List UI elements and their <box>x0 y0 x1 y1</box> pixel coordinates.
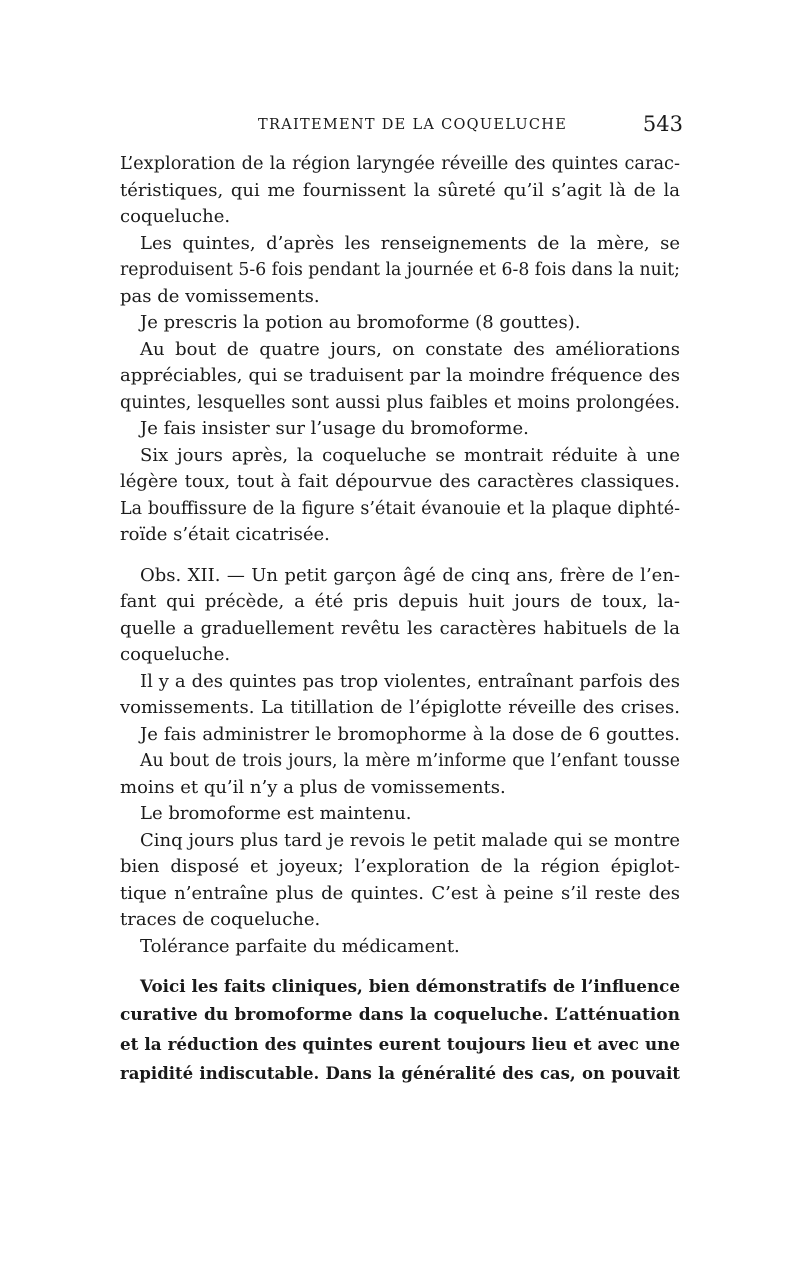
observation-xii <box>120 563 680 961</box>
text-line: fant qui précède, a été pris depuis huit jours de toux, la- <box>120 591 680 612</box>
text-line: La bouffissure de la figure s’était évanouie et la plaque diphté- <box>120 498 680 519</box>
text-line: coqueluche. <box>120 644 231 665</box>
running-title: TRAITEMENT DE LA COQUELUCHE <box>258 117 568 133</box>
page-header <box>0 112 800 142</box>
text-line: curative du bromoforme dans la coqueluche. L’atténuation <box>120 1005 680 1025</box>
text-line: tique n’entraîne plus de quintes. C’est à peine s’il reste des <box>120 882 680 904</box>
text-line: Je fais administrer le bromophorme à la dose de 6 gouttes. <box>140 723 680 745</box>
text-line: téristiques, qui me fournissent la sûreté qu’il s’agit là de la <box>120 179 680 201</box>
text-line: Obs. XII. — Un petit garçon âgé de cinq ans, frère de l’en- <box>140 564 680 586</box>
text-line: roïde s’était cicatrisée. <box>120 524 330 545</box>
text-line: Je fais insister sur l’usage du bromoforme. <box>140 418 529 439</box>
text-line: appréciables, qui se traduisent par la moindre fréquence des <box>120 365 680 386</box>
text-line: Je prescris la potion au bromoforme (8 gouttes). <box>140 312 581 333</box>
text-line: Il y a des quintes pas trop violentes, entraînant parfois des <box>140 670 680 692</box>
text-line: reproduisent 5-6 fois pendant la journée et 6-8 fois dans la nuit; <box>120 260 680 280</box>
text-line: quelle a graduellement revêtu les caractères habituels de la <box>120 617 680 639</box>
text-line: moins et qu’il n’y a plus de vomissements. <box>120 776 506 798</box>
page-number: 543 <box>642 112 683 136</box>
text-line: bien disposé et joyeux; l’exploration de la région épiglot- <box>120 856 680 877</box>
text-line: Cinq jours plus tard je revois le petit malade qui se montre <box>140 829 680 851</box>
text-line: pas de vomissements. <box>120 285 320 307</box>
conclusion-paragraph <box>120 972 680 1088</box>
text-line: Les quintes, d’après les renseignements de la mère, se <box>140 232 680 254</box>
text-line: Le bromoforme est maintenu. <box>140 803 412 824</box>
text-line: coqueluche. <box>120 206 231 227</box>
text-line: Voici les faits cliniques, bien démonstratifs de l’influence <box>140 976 680 996</box>
text-line: Au bout de quatre jours, on constate des améliorations <box>140 338 680 360</box>
text-line: et la réduction des quintes eurent toujours lieu et avec une <box>120 1034 680 1054</box>
paragraph-block-case-end <box>120 151 680 549</box>
text-line: Six jours après, la coqueluche se montrait réduite à une <box>140 444 680 466</box>
text-line: Tolérance parfaite du médicament. <box>140 935 460 957</box>
paragraph-gap <box>120 549 680 563</box>
text-line: légère toux, tout à fait dépourvue des caractères classiques. <box>120 471 680 492</box>
page-body <box>120 151 680 1088</box>
text-line: rapidité indiscutable. Dans la généralité des cas, on pouvait <box>120 1064 680 1083</box>
text-line: traces de coqueluche. <box>120 909 321 930</box>
paragraph-gap <box>120 960 680 972</box>
text-line: Au bout de trois jours, la mère m’informe que l’enfant tousse <box>140 751 680 771</box>
text-line: vomissements. La titillation de l’épiglotte réveille des crises. <box>120 697 680 718</box>
text-line: L’exploration de la région laryngée réveille des quintes carac- <box>120 154 680 174</box>
text-line: quintes, lesquelles sont aussi plus faibles et moins prolongées. <box>120 392 680 413</box>
